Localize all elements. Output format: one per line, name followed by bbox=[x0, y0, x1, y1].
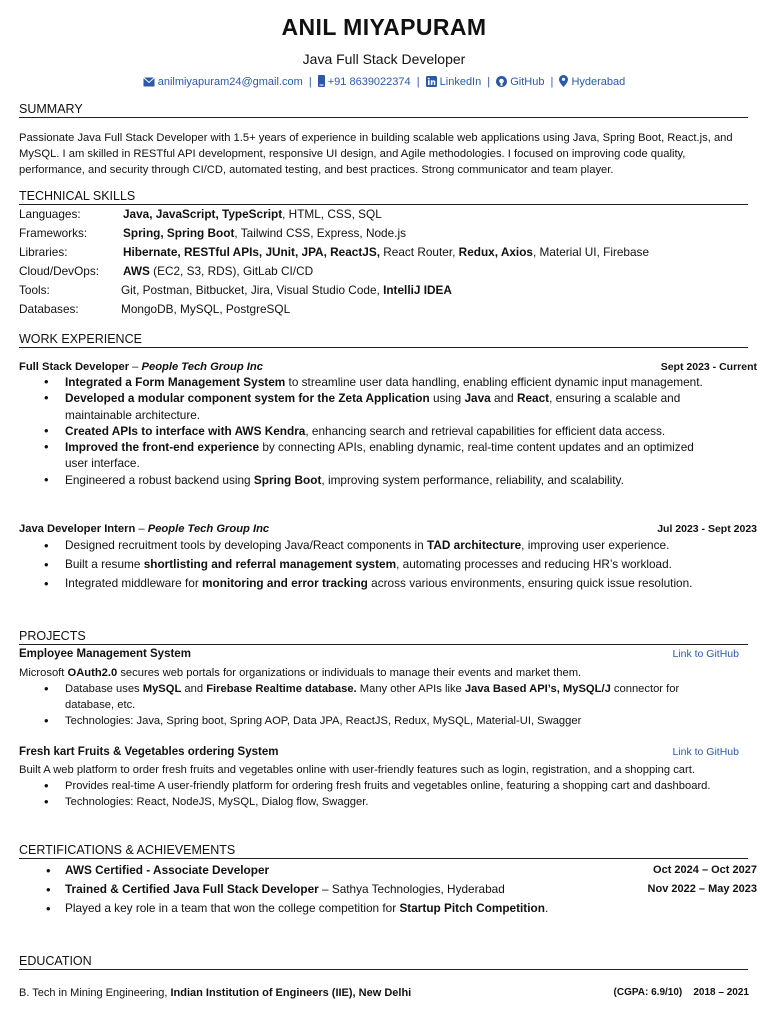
skill-value: Java, JavaScript, TypeScript, HTML, CSS, SQL bbox=[123, 207, 382, 221]
job-title: Full Stack Developer – People Tech Group Inc bbox=[19, 361, 263, 373]
section-heading-summary: SUMMARY bbox=[19, 102, 748, 118]
candidate-role: Java Full Stack Developer bbox=[302, 51, 466, 67]
certification-dates: Nov 2022 – May 2023 bbox=[647, 883, 757, 895]
skill-value: AWS (EC2, S3, RDS), GitLab CI/CD bbox=[123, 264, 314, 278]
project-bullets bbox=[19, 778, 719, 810]
skill-value: Hibernate, RESTful APIs, JUnit, JPA, ReactJS, React Router, Redux, Axios, Material UI, Firebase bbox=[123, 245, 650, 259]
education-entry bbox=[19, 985, 749, 1001]
job-header bbox=[19, 359, 757, 375]
project-header bbox=[19, 744, 739, 760]
github-link[interactable]: GitHub bbox=[510, 76, 545, 88]
skill-value: Git, Postman, Bitbucket, Jira, Visual Studio Code, IntelliJ IDEA bbox=[121, 283, 452, 297]
project-description: Microsoft OAuth2.0 secures web portals for organizations or individuals to manage their events and market them. bbox=[19, 667, 582, 679]
project-bullets bbox=[19, 681, 699, 729]
section-heading-experience: WORK EXPERIENCE bbox=[19, 332, 748, 348]
certification-item: • AWS Certified - Associate Developer Oct 2024 – Oct 2027 bbox=[46, 863, 757, 878]
linkedin-icon bbox=[426, 76, 437, 90]
skill-label: Databases: bbox=[19, 302, 79, 316]
section-heading-certifications: CERTIFICATIONS & ACHIEVEMENTS bbox=[19, 843, 748, 859]
certification-dates: Oct 2024 – Oct 2027 bbox=[653, 864, 757, 876]
list-item: • Designed recruitment tools by developing Java/React components in TAD architecture, improving user experience. bbox=[19, 536, 719, 555]
phone-number: +91 8639022374 bbox=[327, 76, 411, 88]
section-heading-projects: PROJECTS bbox=[19, 629, 748, 645]
project-description: Built A web platform to order fresh fruits and vegetables online with user-friendly features such as login, registration, and a shopping cart. bbox=[19, 764, 695, 776]
list-item: • Created APIs to interface with AWS Kendra, enhancing search and retrieval capabilities for efficient data access. bbox=[19, 423, 719, 439]
separator: | bbox=[550, 76, 554, 88]
separator: | bbox=[416, 76, 420, 88]
job-header bbox=[19, 521, 757, 537]
job-bullets bbox=[19, 536, 719, 593]
project-header bbox=[19, 646, 739, 662]
list-item: • Developed a modular component system for the Zeta Application using Java and React, ensuring a scalable and maintainable architecture. bbox=[19, 390, 719, 423]
list-item: • Provides real-time A user-friendly platform for ordering fresh fruits and vegetables online, featuring a shopping cart and dashboard. bbox=[19, 778, 719, 794]
degree: B. Tech in Mining Engineering, Indian Institution of Engineers (IIE), New Delhi bbox=[19, 987, 412, 999]
job-title: Java Developer Intern – People Tech Group Inc bbox=[19, 523, 270, 535]
job-bullets bbox=[19, 374, 719, 488]
skill-label: Tools: bbox=[19, 283, 50, 297]
skill-label: Frameworks: bbox=[19, 226, 88, 240]
job-dates: Jul 2023 - Sept 2023 bbox=[657, 523, 757, 535]
list-item: • Integrated middleware for monitoring and error tracking across various environments, ensuring quick issue resolution. bbox=[19, 574, 719, 593]
list-item: • Technologies: React, NodeJS, MySQL, Dialog flow, Swagger. bbox=[19, 794, 719, 810]
candidate-name: ANIL MIYAPURAM bbox=[281, 14, 487, 40]
job-dates: Sept 2023 - Current bbox=[660, 361, 757, 373]
skill-value: Spring, Spring Boot, Tailwind CSS, Express, Node.js bbox=[123, 226, 406, 240]
summary-text: Passionate Java Full Stack Developer with 1.5+ years of experience in building scalable web applications using Java, Spring Boot, React.js, and MySQL. I am skilled in RESTful API development, responsive UI design, and Agile methodologies. I focused on improving code quality, performance, and security through CI/CD, automated testing, and best practices. Strong communicator and team player. bbox=[19, 132, 733, 176]
achievement-item: • Played a key role in a team that won the college competition for Startup Pitch Competition. bbox=[46, 901, 549, 916]
github-project-link[interactable]: Link to GitHub bbox=[672, 746, 739, 758]
github-project-link[interactable]: Link to GitHub bbox=[672, 648, 739, 660]
skill-label: Languages: bbox=[19, 207, 81, 221]
separator: | bbox=[308, 76, 312, 88]
list-item: • Built a resume shortlisting and referral management system, automating processes and reducing HR’s workload. bbox=[19, 555, 719, 574]
list-item: • Database uses MySQL and Firebase Realtime database. Many other APIs like Java Based API’s, MySQL/J connector for database, etc. bbox=[19, 681, 699, 713]
location-text: Hyderabad bbox=[571, 76, 626, 88]
education-meta: (CGPA: 6.9/10) 2018 – 2021 bbox=[613, 987, 749, 998]
email-link[interactable]: anilmiyapuram24@gmail.com bbox=[157, 76, 303, 88]
list-item: • Integrated a Form Management System to streamline user data handling, enabling efficient dynamic input management. bbox=[19, 374, 719, 390]
section-heading-education: EDUCATION bbox=[19, 954, 748, 970]
envelope-icon bbox=[143, 77, 155, 90]
project-title: Fresh kart Fruits & Vegetables ordering System bbox=[19, 746, 279, 758]
list-item: • Technologies: Java, Spring boot, Spring AOP, Data JPA, ReactJS, Redux, MySQL, Material-UI, Swagger bbox=[19, 713, 699, 729]
skill-label: Libraries: bbox=[19, 245, 68, 259]
list-item: • Improved the front-end experience by connecting APIs, enabling dynamic, real-time content updates and an optimized user interface. bbox=[19, 439, 719, 472]
contact-line bbox=[0, 75, 768, 90]
project-title: Employee Management System bbox=[19, 648, 191, 660]
phone-icon bbox=[318, 75, 325, 90]
skill-label: Cloud/DevOps: bbox=[19, 264, 99, 278]
list-item: • Engineered a robust backend using Spring Boot, improving system performance, reliability, and scalability. bbox=[19, 472, 719, 488]
section-heading-skills: TECHNICAL SKILLS bbox=[19, 189, 748, 205]
linkedin-link[interactable]: LinkedIn bbox=[439, 76, 482, 88]
github-icon bbox=[496, 76, 507, 90]
certification-item: • Trained & Certified Java Full Stack Developer – Sathya Technologies, Hyderabad Nov 2022 – May 2023 bbox=[46, 882, 757, 897]
location-pin-icon bbox=[559, 75, 568, 90]
separator: | bbox=[487, 76, 491, 88]
skill-value: MongoDB, MySQL, PostgreSQL bbox=[121, 302, 291, 316]
